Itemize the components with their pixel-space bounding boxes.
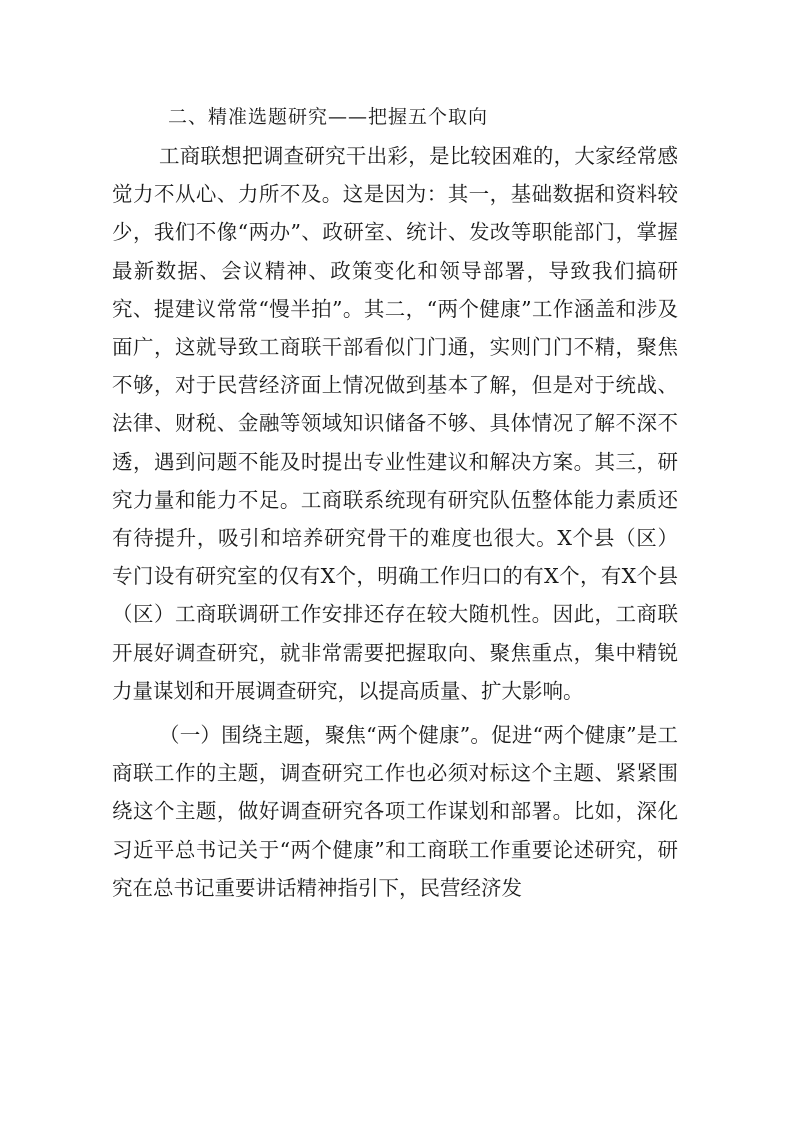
body-paragraph: 工商联想把调查研究干出彩，是比较困难的，大家经常感觉力不从心、力所不及。这是因为：其一，基础数据和资料较少，我们不像“两办”、政研室、统计、发改等职能部门，掌握最新数据、会议精神、政策变化和领导部署，导致我们搞研究、提建议常常“慢半拍”。其二，“两个健康”工作涵盖和涉及面广，这就导致工商联干部看似门门通，实则门门不精，聚焦不够，对于民营经济面上情况做到基本了解，但是对于统战、法律、财税、金融等领域知识储备不够、具体情况了解不深不透，遇到问题不能及时提出专业性建议和解决方案。其三，研究力量和能力不足。工商联系统现有研究队伍整体能力素质还有待提升，吸引和培养研究骨干的难度也很大。X个县（区）专门设有研究室的仅有X个，明确工作归口的有X个，有X个县（区）工商联调研工作安排还存在较大随机性。因此，工商联开展好调查研究，就非常需要把握取向、聚焦重点，集中精锐力量谋划和开展调查研究，以提高质量、扩大影响。 — [112, 144, 678, 703]
document-body — [112, 100, 678, 907]
section-heading: 二、精准选题研究——把握五个取向 — [168, 106, 489, 128]
body-paragraph: （一）围绕主题，聚焦“两个健康”。促进“两个健康”是工商联工作的主题，调查研究工作也必须对标这个主题、紧紧围绕这个主题，做好调查研究各项工作谋划和部署。比如，深化习近平总书记关于“两个健康”和工商联工作重要论述研究，研究在总书记重要讲话精神指引下，民营经济发 — [112, 723, 678, 900]
